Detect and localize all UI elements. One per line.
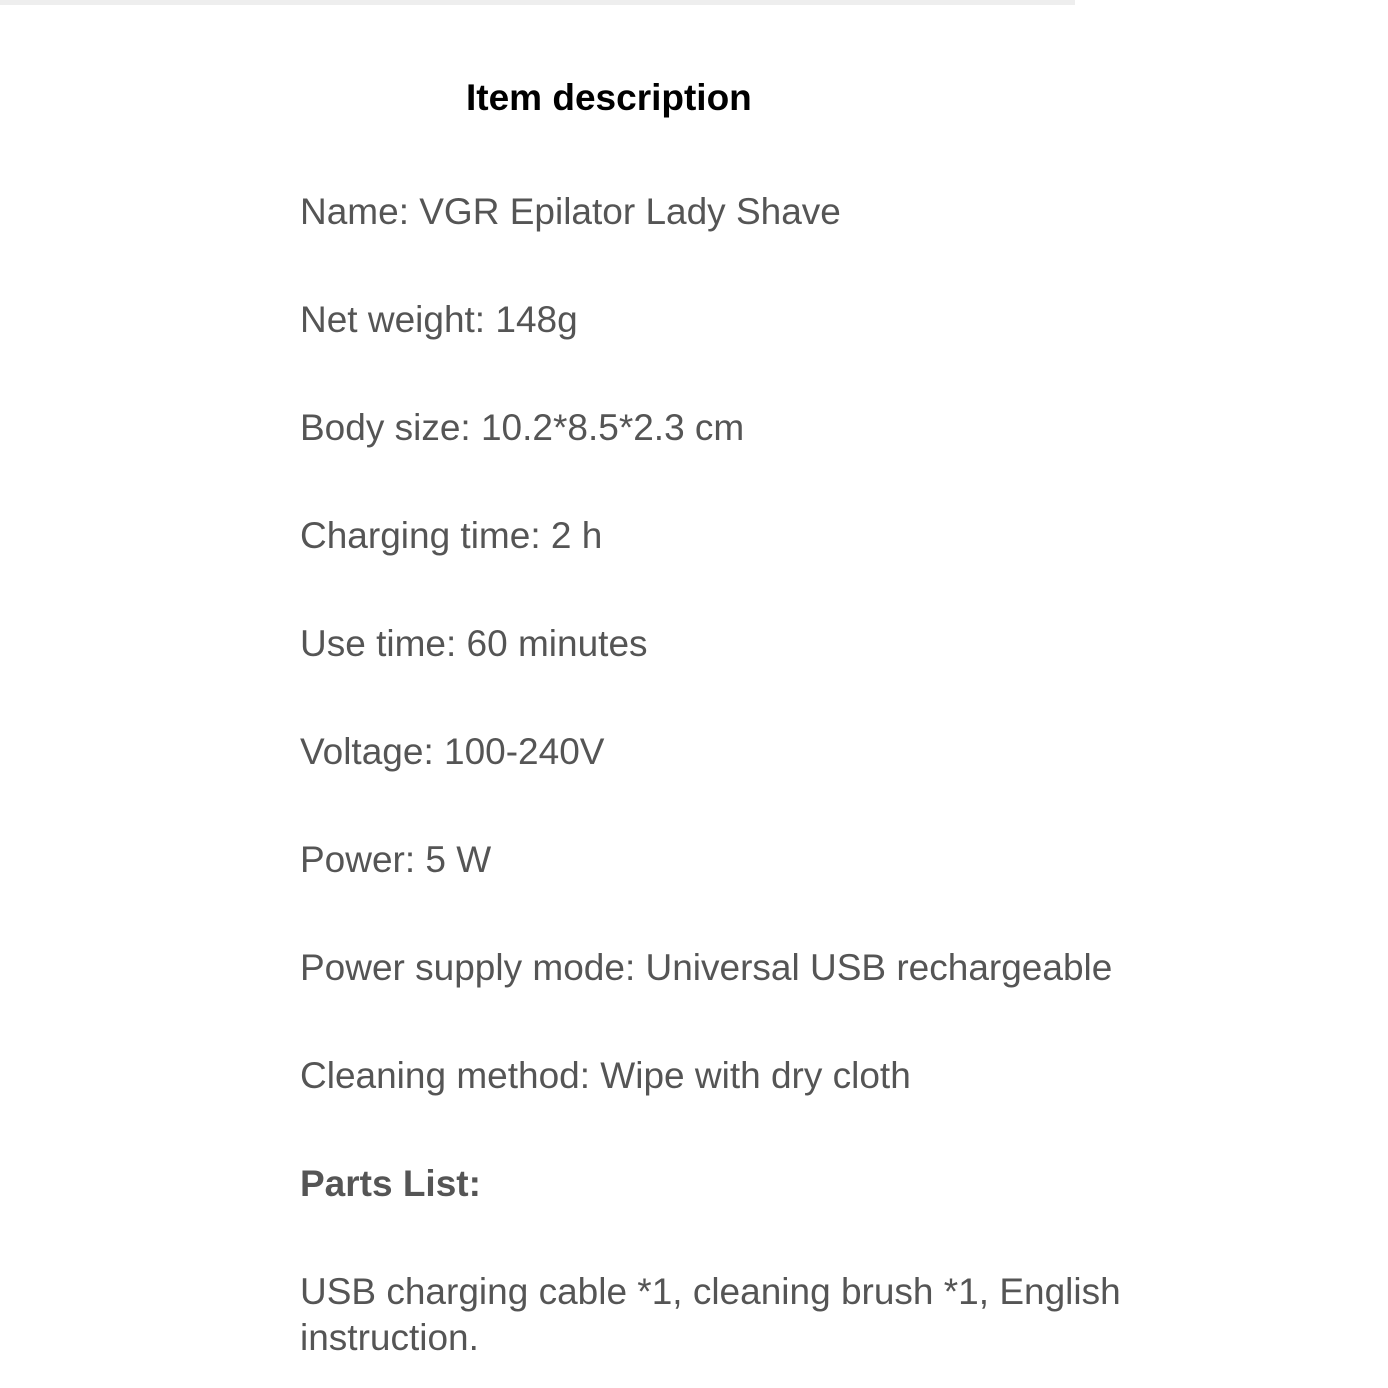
spec-cleaning-method: Cleaning method: Wipe with dry cloth bbox=[300, 1055, 911, 1096]
spec-net-weight: Net weight: 148g bbox=[300, 299, 578, 340]
top-divider-bar bbox=[0, 0, 1075, 5]
spec-charging-time: Charging time: 2 h bbox=[300, 515, 603, 556]
spec-power: Power: 5 W bbox=[300, 839, 492, 880]
spec-use-time: Use time: 60 minutes bbox=[300, 623, 648, 664]
spec-body-size: Body size: 10.2*8.5*2.3 cm bbox=[300, 407, 745, 448]
spec-name: Name: VGR Epilator Lady Shave bbox=[300, 191, 841, 232]
spec-power-supply-mode: Power supply mode: Universal USB rechargeable bbox=[300, 947, 1113, 988]
parts-list-content: USB charging cable *1, cleaning brush *1, English instruction. bbox=[300, 1271, 1121, 1358]
page-title: Item description bbox=[466, 77, 752, 118]
spec-voltage: Voltage: 100-240V bbox=[300, 731, 605, 772]
parts-list-title: Parts List: bbox=[300, 1163, 481, 1204]
